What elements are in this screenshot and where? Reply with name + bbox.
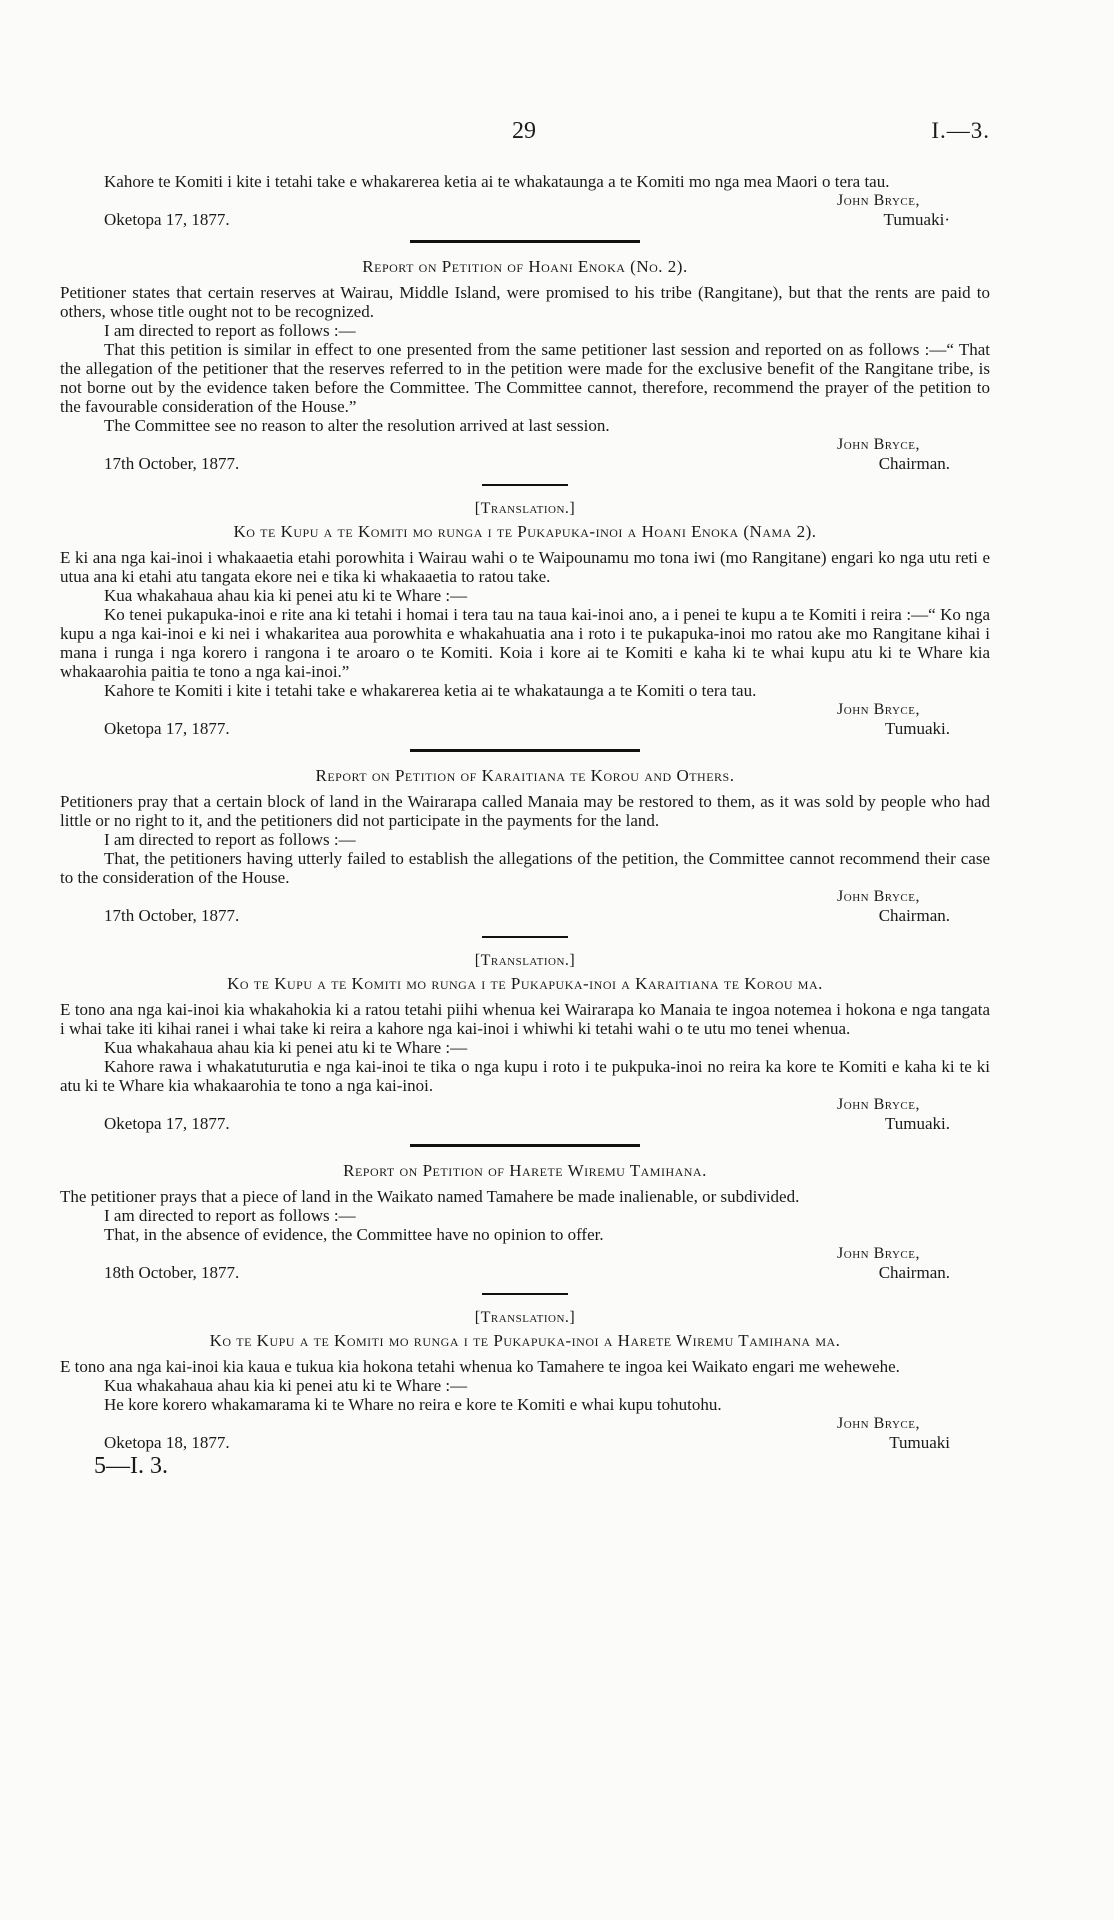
signatory-title: Tumuaki. (884, 1114, 950, 1133)
signatory-name: John Bryce, (837, 701, 920, 718)
report-heading: Report on Petition of Karaitiana te Korou and Others. (315, 766, 735, 785)
printer-signature-mark: 5—I. 3. (94, 1453, 168, 1479)
document-reference: I.—3. (931, 118, 990, 143)
translation-label: [Translation.] (474, 1309, 576, 1326)
signature-row (60, 906, 990, 926)
page-header (60, 118, 990, 148)
directed-line: I am directed to report as follows :— (104, 1206, 356, 1225)
petition-summary: Petitioner states that certain reserves at Wairau, Middle Island, were promised to his tribe (Rangitane), but that the rents are paid to others, whose title ought not to be recognized. (60, 283, 990, 321)
translation-body: Kahore rawa i whakatuturutia e nga kai-inoi te tika o nga kupu i roto i te pukpuka-inoi no reira ka kore te Komiti e kaha ki te ki atu ki te Whare kia whakaarohia te tono a nga kai-inoi. (60, 1057, 990, 1095)
signatory-name: John Bryce, (837, 1245, 920, 1262)
signatory-name: John Bryce, (837, 436, 920, 453)
translation-heading: Ko te Kupu a te Komiti mo runga i te Pukapuka-inoi a Karaitiana te Korou ma. (227, 974, 823, 993)
translation-label: [Translation.] (474, 500, 576, 517)
translation-summary: E tono ana nga kai-inoi kia kaua e tukua kia hokona tetahi whenua ko Tamahere te ingoa kei Waikato engari me wehewehe. (60, 1357, 900, 1376)
report-date: Oketopa 17, 1877. (104, 719, 230, 738)
signature-row (60, 1263, 990, 1283)
signatory-title: Chairman. (878, 1263, 950, 1282)
report-date: 18th October, 1877. (104, 1263, 240, 1282)
directed-line: I am directed to report as follows :— (104, 830, 356, 849)
signatory-title: Tumuaki· (883, 210, 950, 229)
signatory-title: Tumuaki (889, 1433, 950, 1452)
directed-line: Kua whakahaua ahau kia ki penei atu ki te Whare :— (104, 1038, 468, 1057)
report-heading: Report on Petition of Hoani Enoka (No. 2). (362, 257, 688, 276)
report-heading: Report on Petition of Harete Wiremu Tamihana. (343, 1161, 707, 1180)
signature-row (60, 1114, 990, 1134)
page-number: 29 (512, 118, 536, 144)
signature-row (60, 1433, 990, 1453)
report-body: That, in the absence of evidence, the Committee have no opinion to offer. (104, 1225, 604, 1244)
signature-row (60, 210, 990, 230)
directed-line: Kua whakahaua ahau kia ki penei atu ki te Whare :— (104, 586, 468, 605)
signatory-name: John Bryce, (837, 888, 920, 905)
directed-line: Kua whakahaua ahau kia ki penei atu ki te Whare :— (104, 1376, 468, 1395)
signatory-name: John Bryce, (837, 192, 920, 209)
translation-divider (482, 484, 568, 486)
translation-divider (482, 1293, 568, 1295)
translation-body: He kore korero whakamarama ki te Whare no reira e kore te Komiti e whai kupu tohutohu. (104, 1395, 722, 1414)
translation-body: Ko tenei pukapuka-inoi e rite ana ki tetahi i homai i tera tau na taua kai-inoi ano, a i penei te kupu a te Komiti i reira :—“ Ko nga kupu a nga kai-inoi e ki nei i whakaritea aua porowhita e whakahuatia ana i roto i te pukapuka-inoi mo ratou ake mo Rangitane kihai i mana i runga i nga korero i rangona i te aroaro o te Komiti. Koia i kore ai te Komiti e kaha ki te whai kupu atu ki te Whare kia whakaarohia paitia te tono a nga kai-inoi.” (60, 605, 990, 681)
signature-row (60, 719, 990, 739)
report-date: 17th October, 1877. (104, 454, 240, 473)
signatory-title: Tumuaki. (884, 719, 950, 738)
page-content (60, 172, 990, 1480)
report-body: That this petition is similar in effect to one presented from the same petitioner last session and reported on as follows :—“ That the allegation of the petitioner that the reserves referred to in the petition were made for the exclusive benefit of the Rangitane tribe, is not borne out by the evidence taken before the Committee. The Committee cannot, therefore, recommend the prayer of the petition to the favourable consideration of the House.” (60, 340, 990, 416)
continued-paragraph: Kahore te Komiti i kite i tetahi take e whakarerea ketia ai te whakataunga a te Komiti mo nga mea Maori o tera tau. (104, 172, 890, 191)
section-divider (410, 749, 640, 752)
report-body: That, the petitioners having utterly failed to establish the allegations of the petition, the Committee cannot recommend their case to the consideration of the House. (60, 849, 990, 887)
section-divider (410, 1144, 640, 1147)
report-date: Oketopa 17, 1877. (104, 210, 230, 229)
signatory-name: John Bryce, (837, 1415, 920, 1432)
translation-summary: E ki ana nga kai-inoi i whakaaetia etahi porowhita i Wairau wahi o te Waipounamu mo tona iwi (mo Rangitane) engari ko nga utu reti e utua ana ki etahi atu tangata ekore nei e tika ki whakaaetia to ratou take. (60, 548, 990, 586)
report-date: Oketopa 17, 1877. (104, 1114, 230, 1133)
report-body-continued: The Committee see no reason to alter the resolution arrived at last session. (104, 416, 610, 435)
signatory-name: John Bryce, (837, 1096, 920, 1113)
translation-heading: Ko te Kupu a te Komiti mo runga i te Pukapuka-inoi a Harete Wiremu Tamihana ma. (209, 1331, 841, 1350)
signatory-title: Chairman. (878, 906, 950, 925)
signature-row (60, 454, 990, 474)
translation-summary: E tono ana nga kai-inoi kia whakahokia ki a ratou tetahi piihi whenua kei Wairarapa ko Manaia te ingoa notemea i hokona e nga tangata i whai take iti kihai ranei i whai take ki reira a kahore nga kai-inoi i whiwhi ki tetahi wahi o te utu mo tenei whenua. (60, 1000, 990, 1038)
report-date: 17th October, 1877. (104, 906, 240, 925)
directed-line: I am directed to report as follows :— (104, 321, 356, 340)
section-divider (410, 240, 640, 243)
translation-body-continued: Kahore te Komiti i kite i tetahi take e whakarerea ketia ai te whakataunga a te Komiti o tera tau. (104, 681, 757, 700)
document-page (60, 0, 990, 1920)
translation-label: [Translation.] (474, 952, 576, 969)
translation-divider (482, 936, 568, 938)
report-date: Oketopa 18, 1877. (104, 1433, 230, 1452)
translation-heading: Ko te Kupu a te Komiti mo runga i te Pukapuka-inoi a Hoani Enoka (Nama 2). (233, 522, 817, 541)
signatory-title: Chairman. (878, 454, 950, 473)
petition-summary: The petitioner prays that a piece of land in the Waikato named Tamahere be made inalienable, or subdivided. (60, 1187, 800, 1206)
petition-summary: Petitioners pray that a certain block of land in the Wairarapa called Manaia may be restored to them, as it was sold by people who had little or no right to it, and the petitioners did not participate in the payments for the land. (60, 792, 990, 830)
